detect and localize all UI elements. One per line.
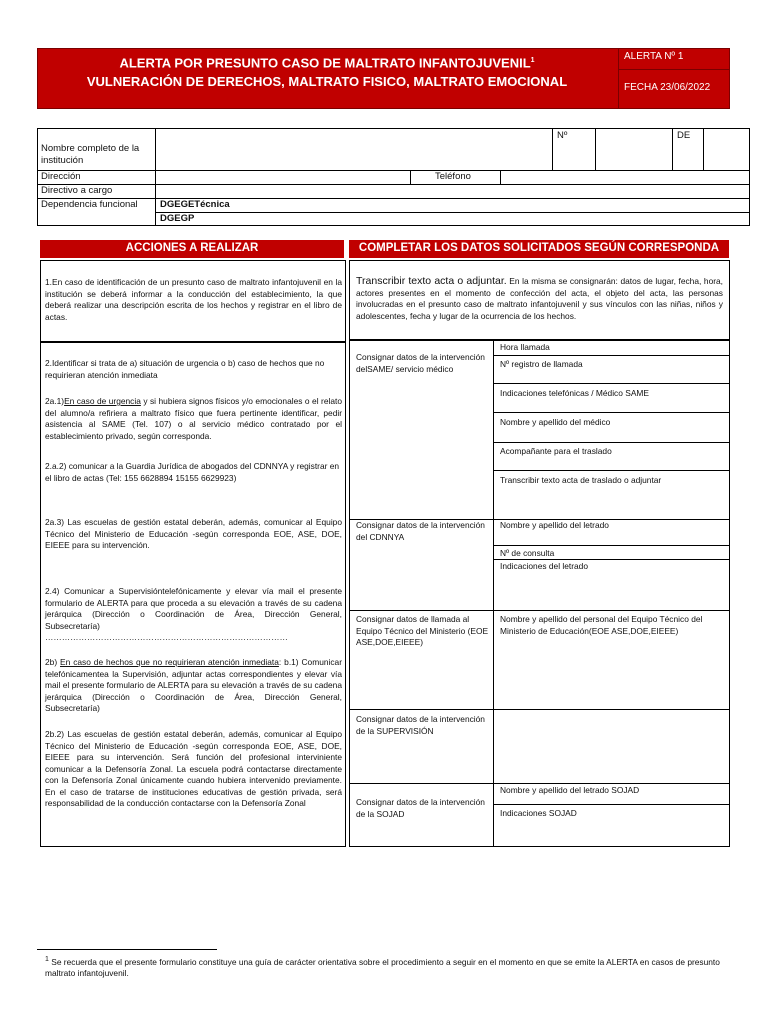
grid-row-line (493, 804, 730, 805)
grid-section-line (349, 610, 730, 611)
de-field[interactable] (704, 129, 749, 170)
cdnnya-label: Consignar datos de la intervención del CDNNYA (356, 520, 485, 542)
sojad-field-letrado[interactable]: Nombre y apellido del letrado SOJAD (500, 785, 640, 795)
footnote-number: 1 (45, 956, 49, 963)
acta-lead: Transcribir texto acta o adjuntar. (356, 275, 507, 287)
step-1-text: 1.En caso de identificación de un presunto caso de maltrato infantojuvenil en la institución se deberá informar a la conducción del establecimiento, la que deberá realizar una descripción escrita de los hechos y registrar en el libro de actas. (45, 277, 342, 322)
de-label: DE (677, 130, 691, 141)
footnote-text: Se recuerda que el presente formulario constituye una guía de carácter orientativa sobre el procedimiento a seguir en el momento en que se emite la ALERTA en casos de presunto maltrato infantojuvenil. (45, 956, 720, 979)
grid-section-line (349, 783, 730, 784)
grid-row-line (493, 355, 730, 356)
grid-row-line (493, 470, 730, 471)
col-line (552, 128, 553, 170)
directivo-label: Directivo a cargo (41, 185, 113, 196)
title-footnote-ref: 1 (530, 57, 535, 64)
step-2a1-rest: y si hubiera signos físicos y/o emocionales o el relato del alumno/a refiriera a maltrato físico que fuera pertinente identificar, pedir asistencia al SAME (Tel. 107) o al servicio médico contratado por el establecimiento privado, según corresponda. (45, 396, 342, 441)
col-line (672, 128, 673, 170)
step-2b2-text: 2b.2) Las escuelas de gestión estatal deberán, además, comunicar al Equipo Técnico del Ministerio de Educación -según corresponda EOE, ASE, DOE, EIEEE para su intervención. Será función del profesional interviniente comunicar a la Defensoría Zonal. La escuela podrá contactarse directamente con la Defensoría Zonal únicamente cuando hubiera intervenido previamente. En el caso de tratarse de instituciones educativas de gestión privada, será responsabilidad de la conducción contactarse con la Defensoría Zonal (45, 729, 342, 808)
step-2a1-prefix: 2a.1) (45, 396, 65, 406)
cdnnya-field-letrado[interactable]: Nombre y apellido del letrado (500, 520, 609, 530)
header-divider-h (618, 69, 730, 70)
cdnnya-field-indicaciones[interactable]: Indicaciones del letrado (500, 561, 588, 571)
step-2b-text (45, 657, 342, 715)
equipo-field-personal[interactable]: Nombre y apellido del personal del Equipo Técnico del Ministerio de Educación(EOE ASE,DOE,EIEEE) (500, 614, 703, 636)
dependencia-value-2[interactable]: DGEGP (160, 213, 195, 224)
step-2-text: 2.Identificar si trata de a) situación de urgencia o b) caso de hechos que no requirieran atención inmediata (45, 358, 325, 380)
same-label: Consignar datos de la intervención delSAME/ servicio médico (356, 352, 485, 374)
grid-row-line (493, 545, 730, 546)
step-2a1-underlined: En caso de urgencia (64, 396, 141, 406)
dependencia-label: Dependencia funcional (41, 199, 138, 210)
footnote (45, 954, 725, 980)
step-2b-prefix: 2b) (45, 657, 61, 667)
dependencia-value-1[interactable]: DGEGETécnica (160, 199, 230, 210)
title-line-1: ALERTA POR PRESUNTO CASO DE MALTRATO INFANTOJUVENIL (119, 55, 531, 71)
same-field-hora[interactable]: Hora llamada (500, 342, 550, 352)
row-line (155, 212, 750, 213)
telefono-label: Teléfono (435, 171, 471, 182)
telefono-field[interactable] (501, 171, 749, 184)
footnote-rule (37, 949, 217, 950)
nombre-field[interactable] (156, 129, 552, 170)
same-field-registro[interactable]: Nº registro de llamada (500, 359, 583, 369)
step-2b-underlined: En caso de hechos que no requirieran atención inmediata (60, 657, 279, 667)
grid-row-line (493, 383, 730, 384)
same-field-indicaciones[interactable]: Indicaciones telefónicas / Médico SAME (500, 388, 649, 398)
row-line (37, 198, 750, 199)
alert-title (37, 48, 617, 109)
step-2a2-text: 2.a.2) comunicar a la Guardia Jurídica de abogados del CDNNYA y registrar en el libro de actas (Tel: 155 6628894 15155 6629923) (45, 461, 340, 483)
step-2b-rest: : b.1) Comunicar telefónicamentea la Supervisión, adjuntar actas correspondientes y elevar vía mail el presente formulario de ALERTA para su elevación a través de su cadena jerárquica (Dirección o Coordinación de Área, Dirección General, Subsecretaría) (45, 657, 343, 713)
same-field-acta-traslado[interactable]: Transcribir texto acta de traslado o adjuntar (500, 475, 662, 485)
numero-field[interactable] (596, 129, 672, 170)
acta-text (356, 276, 723, 322)
grid-row-line (493, 442, 730, 443)
direccion-label: Dirección (41, 171, 81, 182)
step-2a3-text: 2a.3) Las escuelas de gestión estatal deberán, además, comunicar al Equipo Técnico del Ministerio de Educación -según corresponda EOE, ASE, DOE, EIEEE para su intervención. (45, 517, 342, 550)
sojad-field-indicaciones[interactable]: Indicaciones SOJAD (500, 808, 577, 818)
numero-label: Nº (557, 130, 568, 141)
cdnnya-field-consulta[interactable]: Nº de consulta (500, 548, 555, 558)
col-line (410, 170, 411, 184)
grid-row-line (493, 412, 730, 413)
equipo-label: Consignar datos de llamada al Equipo Técnico del Ministerio (EOE ASE,DOE,EIEEE) (356, 614, 489, 647)
same-field-acompanante[interactable]: Acompañante para el traslado (500, 446, 612, 456)
step-2-4-text: 2.4) Comunicar a Supervisióntelefónicamente y elevar vía mail el presente formulario de ALERTA para que proceda a su elevación a través de su cadena jerárquica (Dirección o Coordinación de Área, Dirección General, Subsecretaría) (45, 586, 342, 631)
title-line-2: VULNERACIÓN DE DERECHOS, MALTRATO FISICO, MALTRATO EMOCIONAL (86, 74, 568, 90)
completar-header: COMPLETAR LOS DATOS SOLICITADOS SEGÚN CORRESPONDA (349, 240, 729, 258)
sojad-label: Consignar datos de la intervención de la SOJAD (356, 797, 485, 819)
dotted-separator: …………………………………………………………………………… (45, 632, 288, 642)
alert-date: FECHA 23/06/2022 (624, 82, 711, 93)
nombre-label: Nombre completo de la institución (41, 143, 140, 166)
step-2a1-text (45, 396, 342, 442)
alert-number: ALERTA Nº 1 (624, 51, 684, 62)
supervision-field[interactable] (494, 710, 729, 783)
header-divider (618, 48, 619, 109)
supervision-label: Consignar datos de la intervención de la SUPERVISIÓN (356, 714, 485, 736)
direccion-field[interactable] (156, 171, 410, 184)
acciones-header: ACCIONES A REALIZAR (40, 240, 344, 258)
directivo-field[interactable] (156, 185, 749, 198)
acta-rest: En la misma se consignarán: datos de lugar, fecha, hora, actores presentes en el momento de confección del acta, el objeto del acta, las personas involucradas en el presunto caso de maltrato infantojuvenil y sus vínculos con las niñas, niños y adolescentes, fecha y lugar de la ocurrencia de los hechos. (356, 276, 724, 321)
same-field-medico[interactable]: Nombre y apellido del médico (500, 417, 611, 427)
